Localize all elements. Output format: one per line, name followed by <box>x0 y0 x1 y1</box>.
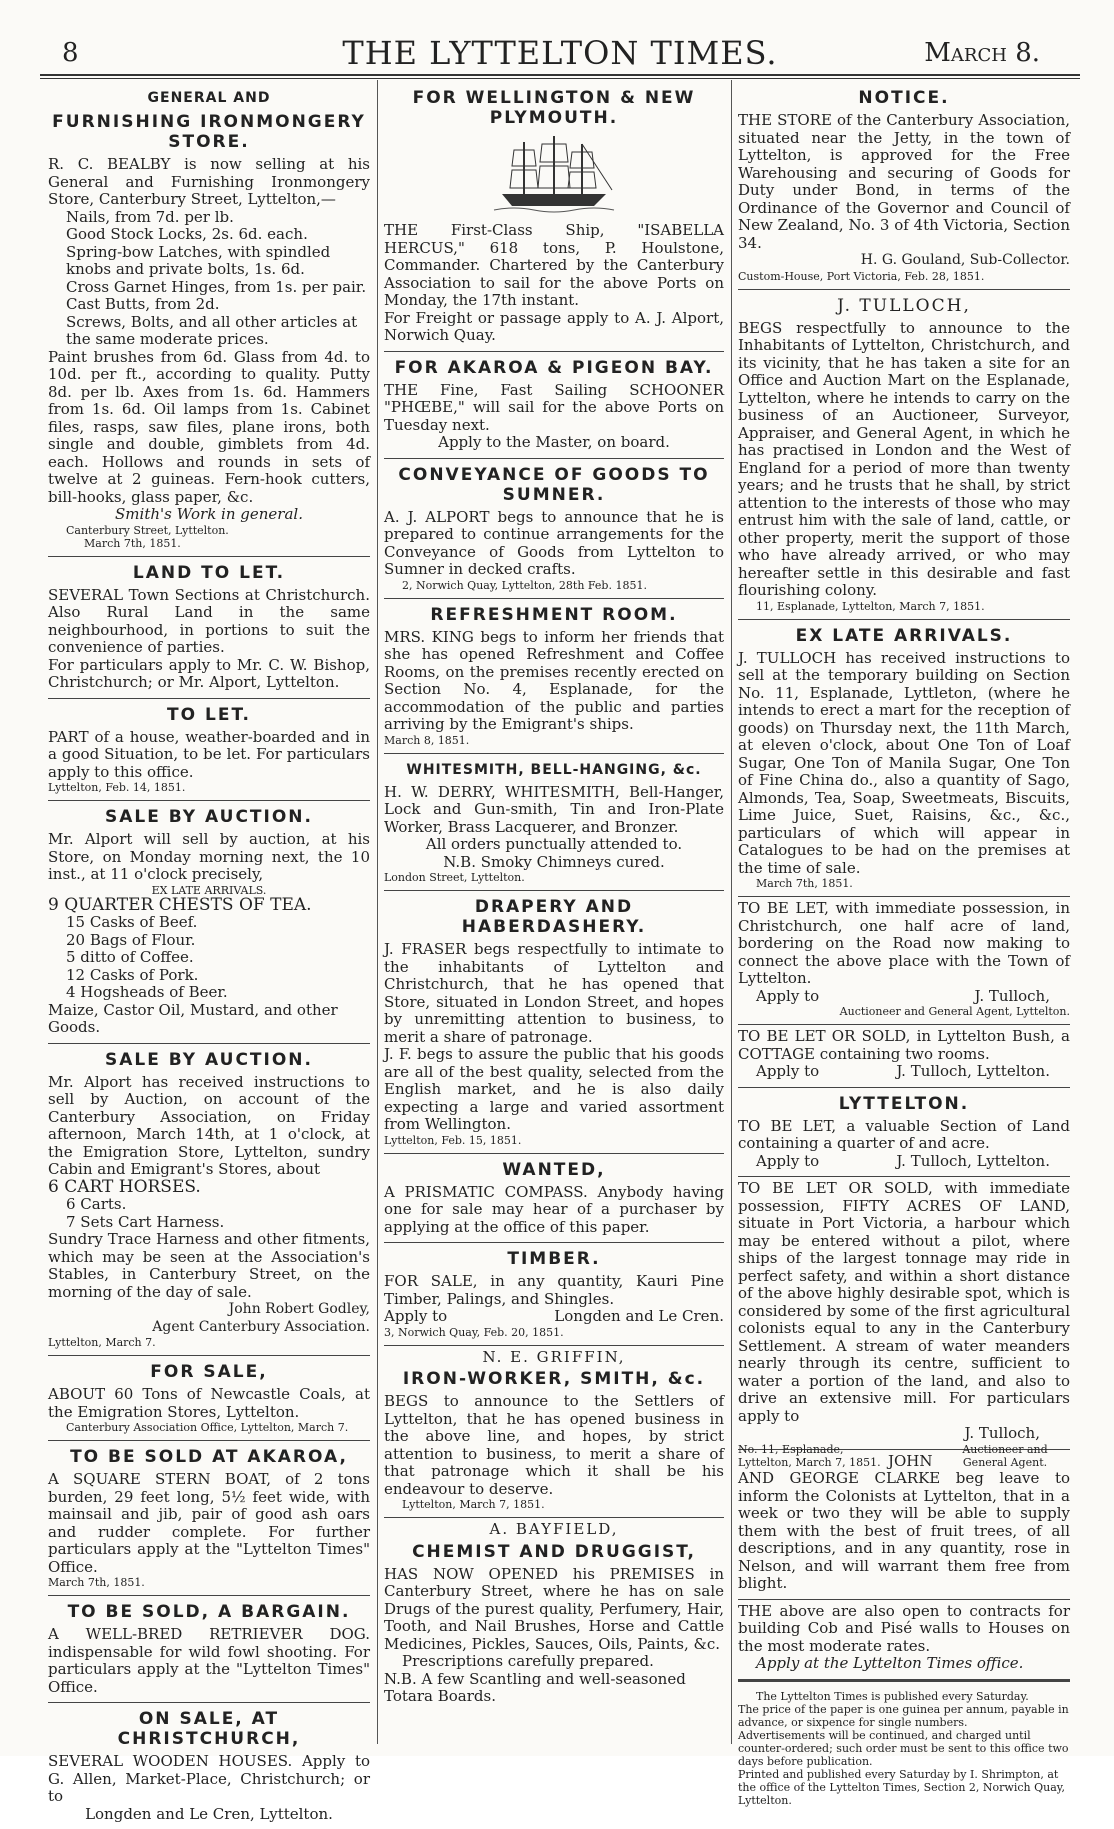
ad-signature: J. Tulloch, <box>964 1424 1040 1442</box>
publisher-footer <box>738 1680 1070 1807</box>
column-3 <box>738 82 1070 1807</box>
ad-date: Lyttelton, Feb. 15, 1851. <box>384 1133 522 1147</box>
ad-body: N.B. Smoky Chimneys cured. <box>443 852 665 871</box>
ad-tulloch <box>738 290 1070 620</box>
ad-body: Apply to the Master, on board. <box>438 433 670 451</box>
ad-notice <box>738 82 1070 290</box>
ad-heading: IRON-WORKER, SMITH, &c. <box>402 1369 706 1389</box>
ad-heading: FOR SALE, <box>150 1362 268 1382</box>
ad-address: 2, Norwich Quay, Lyttelton, 28th Feb. 1851. <box>402 578 647 592</box>
list-item: 15 Casks of Beef. <box>66 913 198 931</box>
ad-body: All orders punctually attended to. <box>425 835 683 853</box>
list-item: Nails, from 7d. per lb. <box>66 207 234 226</box>
ad-date: Lyttelton, March 7. <box>48 1336 156 1349</box>
list-item: 4 Hogsheads of Beer. <box>66 983 228 1001</box>
ad-heading: CHEMIST AND DRUGGIST, <box>412 1541 696 1562</box>
ad-griffin <box>384 1346 724 1519</box>
ad-to-be-let-christchurch <box>738 897 1070 1025</box>
list-item: Spring-bow Latches, with spindled knobs and private bolts, 1s. 6d. <box>66 242 331 278</box>
ad-body: TO BE LET OR SOLD, in Lyttelton Bush, a COTTAGE containing two rooms. <box>738 1027 1070 1063</box>
ad-heading: TO BE SOLD AT AKAROA, <box>70 1447 348 1467</box>
ad-apply: Apply to <box>756 986 820 1005</box>
ad-apply: Apply at the Lyttelton Times office. <box>756 1654 1024 1672</box>
ad-body: BEGS to announce to the Settlers of Lyttelton, that he has opened business in the above line, and hopes, by strict attention to business, to merit a share of that patronage which it shall be his endeavour to deserve. <box>384 1392 724 1498</box>
column-divider <box>377 80 378 1744</box>
list-item: 20 Bags of Flour. <box>66 930 196 949</box>
newspaper-title: THE LYTTELTON TIMES. <box>342 34 778 72</box>
ad-name: A. BAYFIELD, <box>489 1520 619 1538</box>
ad-body: For particulars apply to Mr. C. W. Bishop, Christchurch; or Mr. Alport, Lyttelton. <box>48 655 370 691</box>
column-divider <box>731 80 732 1744</box>
ad-body: A SQUARE STERN BOAT, of 2 tons burden, 29 feet long, 5½ feet wide, with mainsail and jib, pair of good ash oars and rudder complete. For further particulars apply at the "Lyttelton Times" Office. <box>48 1470 370 1576</box>
ad-address: Canterbury Association Office, Lyttelton, March 7. <box>66 1421 349 1434</box>
ad-lead: 6 CART HORSES. <box>48 1176 201 1197</box>
ad-land-to-let <box>48 557 370 699</box>
ad-bayfield <box>384 1518 724 1712</box>
ad-whitesmith <box>384 754 724 892</box>
ad-apply: Apply to <box>756 1062 820 1080</box>
ad-heading: TO BE SOLD, A BARGAIN. <box>67 1602 351 1622</box>
ad-heading: NOTICE. <box>858 88 950 108</box>
ad-body: J. TULLOCH has received instructions to sell at the temporary building on Section No. 11, Esplanade, Lyttleton, (where he intends to erect a mart for the reception of goods) on Thursday next, the 11th March, at eleven o'clock, about One Ton of Loaf Sugar, One Ton of Manila Sugar, One Ton of Fine China do., also a quantity of Sago, Almonds, Tea, Soap, Sweetmeats, Biscuits, Lime Juice, Suet, Raisins, &c., &c., particulars of which will appear in Catalogues to be had on the premises at the time of sale. <box>738 648 1070 877</box>
price-list <box>48 209 370 349</box>
ad-heading: CONVEYANCE OF GOODS TO SUMNER. <box>398 464 710 505</box>
ad-body: TO BE LET, a valuable Section of Land containing a quarter of and acre. <box>738 1116 1070 1152</box>
ad-signature: Agent Canterbury Association. <box>152 1318 370 1335</box>
ad-body: Mr. Alport will sell by auction, at his Store, on Monday morning next, the 10 inst., at 11 o'clock precisely, <box>48 830 370 883</box>
ad-body: SEVERAL WOODEN HOUSES. Apply to G. Allen, Market-Place, Christchurch; or to <box>48 1752 370 1805</box>
ad-body: A. J. ALPORT begs to announce that he is prepared to continue arrangements for the Conveyance of Goods from Lyttelton to Sumner in decked crafts. <box>384 507 724 578</box>
list-item: Good Stock Locks, 2s. 6d. each. <box>66 225 308 243</box>
ad-body: THE Fine, Fast Sailing SCHOONER "PHŒBE," will sail for the above Ports on Tuesday next. <box>384 380 724 434</box>
ad-date: March 7th, 1851. <box>48 1576 145 1589</box>
ad-note: Smith's Work in general. <box>115 505 303 523</box>
ad-heading: FOR AKAROA & PIGEON BAY. <box>394 357 714 378</box>
ad-body: Mr. Alport has received instructions to sell by Auction, on account of the Canterbury Association, on Friday afternoon, March 14th, at 1 o'clock, at the Emigration Store, Lyttelton, sundry Cabin and Emigrant's Stores, about <box>48 1072 370 1178</box>
ad-refreshment-room <box>384 599 724 754</box>
ad-body: Maize, Castor Oil, Mustard, and other Goods. <box>48 1000 338 1036</box>
ad-body: N.B. A few Scantling and well-seasoned Totara Boards. <box>384 1669 686 1705</box>
list-item: 7 Sets Cart Harness. <box>66 1212 225 1231</box>
ad-ex-late-arrivals <box>738 620 1070 898</box>
ad-body: Prescriptions carefully prepared. <box>402 1652 654 1670</box>
ad-signature: H. G. Gouland, Sub-Collector. <box>860 252 1070 268</box>
ad-signature: John Robert Godley, <box>228 1301 370 1317</box>
ad-fifty-acres <box>738 1177 1070 1469</box>
footer-line: The Lyttelton Times is published every Saturday. <box>756 1689 1029 1703</box>
ad-address: Custom-House, Port Victoria, Feb. 28, 1851. <box>738 269 985 283</box>
ad-address: London Street, Lyttelton. <box>384 871 525 884</box>
ad-heading: ON SALE, AT CHRISTCHURCH, <box>117 1709 301 1749</box>
ad-heading: SALE BY AUCTION. <box>105 807 313 827</box>
ad-body: ABOUT 60 Tons of Newcastle Coals, at the Emigration Stores, Lyttelton. <box>48 1385 370 1421</box>
ad-wanted-compass <box>384 1154 724 1244</box>
ad-heading: FOR WELLINGTON & NEW PLYMOUTH. <box>412 88 696 128</box>
ad-sale-by-auction-2 <box>48 1044 370 1357</box>
ad-body: J. FRASER begs respectfully to intimate to the inhabitants of Lyttelton and Christchurch, that he has opened that Store, situated in London Street, and hopes by unremitting attention to business, to merit a share of patronage. <box>384 940 724 1046</box>
ad-heading: WANTED, <box>502 1159 606 1180</box>
ad-heading: SALE BY AUCTION. <box>105 1049 313 1070</box>
ad-date: Lyttelton, March 7, 1851. <box>402 1498 545 1511</box>
ad-date: March 7th, 1851. <box>756 877 853 890</box>
ad-heading: GENERAL AND <box>147 90 271 106</box>
ad-heading: TO LET. <box>167 704 251 725</box>
ad-schooner-akaroa <box>384 352 724 459</box>
list-item: Cross Garnet Hinges, from 1s. per pair. <box>66 277 367 296</box>
ad-heading: FURNISHING IRONMONGERY STORE. <box>52 112 366 152</box>
ad-timber <box>384 1243 724 1346</box>
ad-heading: LYTTELTON. <box>838 1093 970 1114</box>
issue-date: March 8. <box>924 38 1040 68</box>
ad-boat-akaroa <box>48 1441 370 1596</box>
list-item: 5 ditto of Coffee. <box>66 948 194 966</box>
ad-body: A PRISMATIC COMPASS. Anybody having one for sale may hear of a purchaser by applying at the office of this paper. <box>384 1182 724 1236</box>
ad-date: March 8, 1851. <box>384 733 470 747</box>
ad-to-let <box>48 699 370 802</box>
ad-body: THE STORE of the Canterbury Association, situated near the Jetty, in the town of Lyttelton, is approved for the Free Warehousing and securing of Goods for Duty under Bond, in terms of the Ordinance of the Governor and Council of New Zealand, No. 3 of 4th Victoria, Section 34. <box>738 111 1070 252</box>
ad-address: 3, Norwich Quay, Feb. 20, 1851. <box>384 1325 564 1339</box>
ad-body: For Freight or passage apply to A. J. Alport, Norwich Quay. <box>384 308 724 344</box>
list-item: 12 Casks of Pork. <box>66 965 199 984</box>
ad-apply: Apply to <box>384 1307 448 1325</box>
ad-signature: J. Tulloch, Lyttelton. <box>896 1062 1050 1080</box>
ad-body: MRS. KING begs to inform her friends that she has opened Refreshment and Coffee Rooms, on the premises recently erected on Section No. 4, Esplanade, for the accommodation of the public and parties arriving by the Emigrant's ships. <box>384 627 724 733</box>
ad-heading: WHITESMITH, BELL-HANGING, &c. <box>406 761 702 778</box>
ad-body: BEGS respectfully to announce to the Inhabitants of Lyttelton, Christchurch, and its vicinity, that he has taken a site for an Office and Auction Mart on the Esplanade, Lyttelton, where he intends to carry on the business of an Auctioneer, Surveyor, Appraiser, and General Agent, in which he has practised in London and the West of England for a period of more than twenty years; and he trusts that he shall, by strict attention to the interests of those who may entrust him with the sale of land, cattle, or other property, merit the support of those who have already arrived, or who may hereafter settle in this desirable and fast flourishing colony. <box>738 318 1070 599</box>
ad-address: 11, Esplanade, Lyttelton, March 7, 1851. <box>756 599 985 613</box>
ad-ironmongery <box>48 82 370 557</box>
footer-line: Printed and published every Saturday by I. Shrimpton, at the office of the Lyttelton Times, Section 2, Norwich Quay, Lyttelton. <box>738 1767 1066 1807</box>
ad-heading: LAND TO LET. <box>132 562 286 583</box>
ad-heading: DRAPERY AND HABERDASHERY. <box>461 897 647 937</box>
ad-sale-by-auction <box>48 801 370 1044</box>
masthead-rule-thin <box>40 78 1080 79</box>
ad-body: THE above are also open to contracts for building Cob and Pisé walls to Houses on the most moderate rates. <box>738 1601 1070 1655</box>
ship-illustration <box>494 132 614 216</box>
ad-retriever-dog <box>48 1596 370 1703</box>
footer-line: Advertisements will be continued, and charged until counter-ordered; such order must be sent to this office two days before publication. <box>738 1728 1069 1768</box>
ad-heading: TIMBER. <box>507 1249 601 1269</box>
ad-lyttelton-section <box>738 1088 1070 1178</box>
masthead <box>40 28 1080 74</box>
ad-signature: Longden and Le Cren. <box>554 1307 724 1325</box>
ad-body: PART of a house, weather-boarded and in a good Situation, to be let. For particulars apply to this office. <box>48 727 370 781</box>
ad-address: No. 11, Esplanade, Lyttelton, March 7, 1851. <box>738 1442 881 1469</box>
ad-body: FOR SALE, in any quantity, Kauri Pine Timber, Palings, and Shingles. <box>384 1272 724 1308</box>
list-item: Screws, Bolts, and all other articles at the same moderate prices. <box>66 312 358 348</box>
ad-body: SEVERAL Town Sections at Christchurch. Also Rural Land in the same neighbourhood, in portions to suit the convenience of parties. <box>48 585 370 656</box>
ad-signature: Auctioneer and General Agent, Lyttelton. <box>839 1005 1070 1018</box>
ad-apply: Apply to <box>756 1151 820 1170</box>
ad-body: J. F. begs to assure the public that his goods are all of the best quality, selected from the English market, and he is also daily expecting a large and varied assortment from Wellington. <box>384 1045 724 1133</box>
ad-body: A WELL-BRED RETRIEVER DOG. indispensable for wild fowl shooting. For particulars apply at the "Lyttelton Times" Office. <box>48 1625 370 1696</box>
ad-signature: Longden and Le Cren, Lyttelton. <box>85 1804 333 1823</box>
list-item: 6 Carts. <box>66 1195 127 1213</box>
ad-date: Lyttelton, Feb. 14, 1851. <box>48 781 186 794</box>
ad-for-sale-coals <box>48 1356 370 1441</box>
ad-lead: 9 QUARTER CHESTS OF TEA. <box>48 894 312 915</box>
ad-body: H. W. DERRY, WHITESMITH, Bell-Hanger, Lock and Gun-smith, Tin and Iron-Plate Worker, Brass Lacquerer, and Bronzer. <box>384 782 724 836</box>
ad-body: Sundry Trace Harness and other fitments, which may be seen at the Association's Stables, in Canterbury Street, on the morning of the day of sale. <box>48 1230 370 1301</box>
ad-drapery <box>384 891 724 1154</box>
footer-line: The price of the paper is one guinea per annum, payable in advance, or sixpence for single numbers. <box>738 1702 1069 1729</box>
ad-body: THE First-Class Ship, "ISABELLA HERCUS," 618 tons, P. Houlstone, Commander. Chartered by the Canterbury Association to sail for the above Ports on Monday, the 17th instant. <box>384 221 724 309</box>
list-item: Cast Butts, from 2d. <box>66 295 220 313</box>
ad-heading: EX LATE ARRIVALS. <box>795 625 1013 646</box>
ad-name: N. E. GRIFFIN, <box>482 1347 626 1366</box>
ad-heading: J. TULLOCH, <box>837 295 971 316</box>
ad-body: R. C. BEALBY is now selling at his General and Furnishing Ironmongery Store, Canterbury Street, Lyttelton,— <box>48 155 370 208</box>
ad-body: HAS NOW OPENED his PREMISES in Canterbury Street, where he has on sale Drugs of the purest quality, Perfumery, Hair, Tooth, and Nail Brushes, Horse and Cattle Medicines, Pickles, Sauces, Oils, Paints, &c. <box>384 1564 724 1653</box>
ad-conveyance-sumner <box>384 459 724 599</box>
ad-date: March 7th, 1851. <box>84 536 181 550</box>
ad-body: JOHN AND GEORGE CLARKE beg leave to inform the Colonists at Lyttelton, that in a week or two they will be able to supply them with the best of fruit trees, of all descriptions, and in any quantity, rose in Nelson, and will warrant them free from blight. <box>738 1451 1070 1592</box>
masthead-rule <box>40 74 1080 76</box>
ad-cottage <box>738 1025 1070 1088</box>
ad-subheading: EX LATE ARRIVALS. <box>151 883 267 897</box>
ad-body: TO BE LET, with immediate possession, in Christchurch, one half acre of land, bordering on the Road now making to connect the above place with the Town of Lyttelton. <box>738 899 1070 987</box>
ad-signature: J. Tulloch, <box>974 986 1050 1005</box>
ad-clarke <box>738 1450 1070 1600</box>
column-2 <box>384 82 724 1742</box>
ad-body: TO BE LET OR SOLD, with immediate possession, FIFTY ACRES OF LAND, situate in Port Victoria, a harbour which may be entered without a pilot, where ships of the largest tonnage may ride in perfect safety, and within a short distance of the above highly desirable spot, which is considered by some of the first agricultural colonists equal to any in the Canterbury Settlement. A stream of water meanders nearly through its centre, sufficient to water a portion of the land, and also to drive an extensive mill. For particulars apply to <box>738 1179 1070 1425</box>
ad-address: Canterbury Street, Lyttelton. <box>66 523 229 537</box>
column-1 <box>48 82 370 1823</box>
page-number: 8 <box>62 38 79 68</box>
ad-wooden-houses <box>48 1703 370 1829</box>
ad-signature: J. Tulloch, Lyttelton. <box>896 1151 1050 1170</box>
ad-heading: REFRESHMENT ROOM. <box>430 604 678 625</box>
ad-signature: Auctioneer and General Agent. <box>962 1442 1048 1469</box>
ad-ship-wellington <box>384 82 724 352</box>
ad-body: Paint brushes from 6d. Glass from 4d. to 10d. per ft., according to quality. Putty 8d. per lb. Axes from 1s. 6d. Hammers from 1s. 6d. Oil lamps from 1s. Cabinet files, rasps, saw files, plane irons, both single and double, gimblets from 4d. each. Hollows and rounds in sets of twelve at 2 guineas. Fern-hook cutters, bill-hooks, glass paper, &c. <box>48 347 370 506</box>
ad-cob-walls <box>738 1600 1070 1680</box>
